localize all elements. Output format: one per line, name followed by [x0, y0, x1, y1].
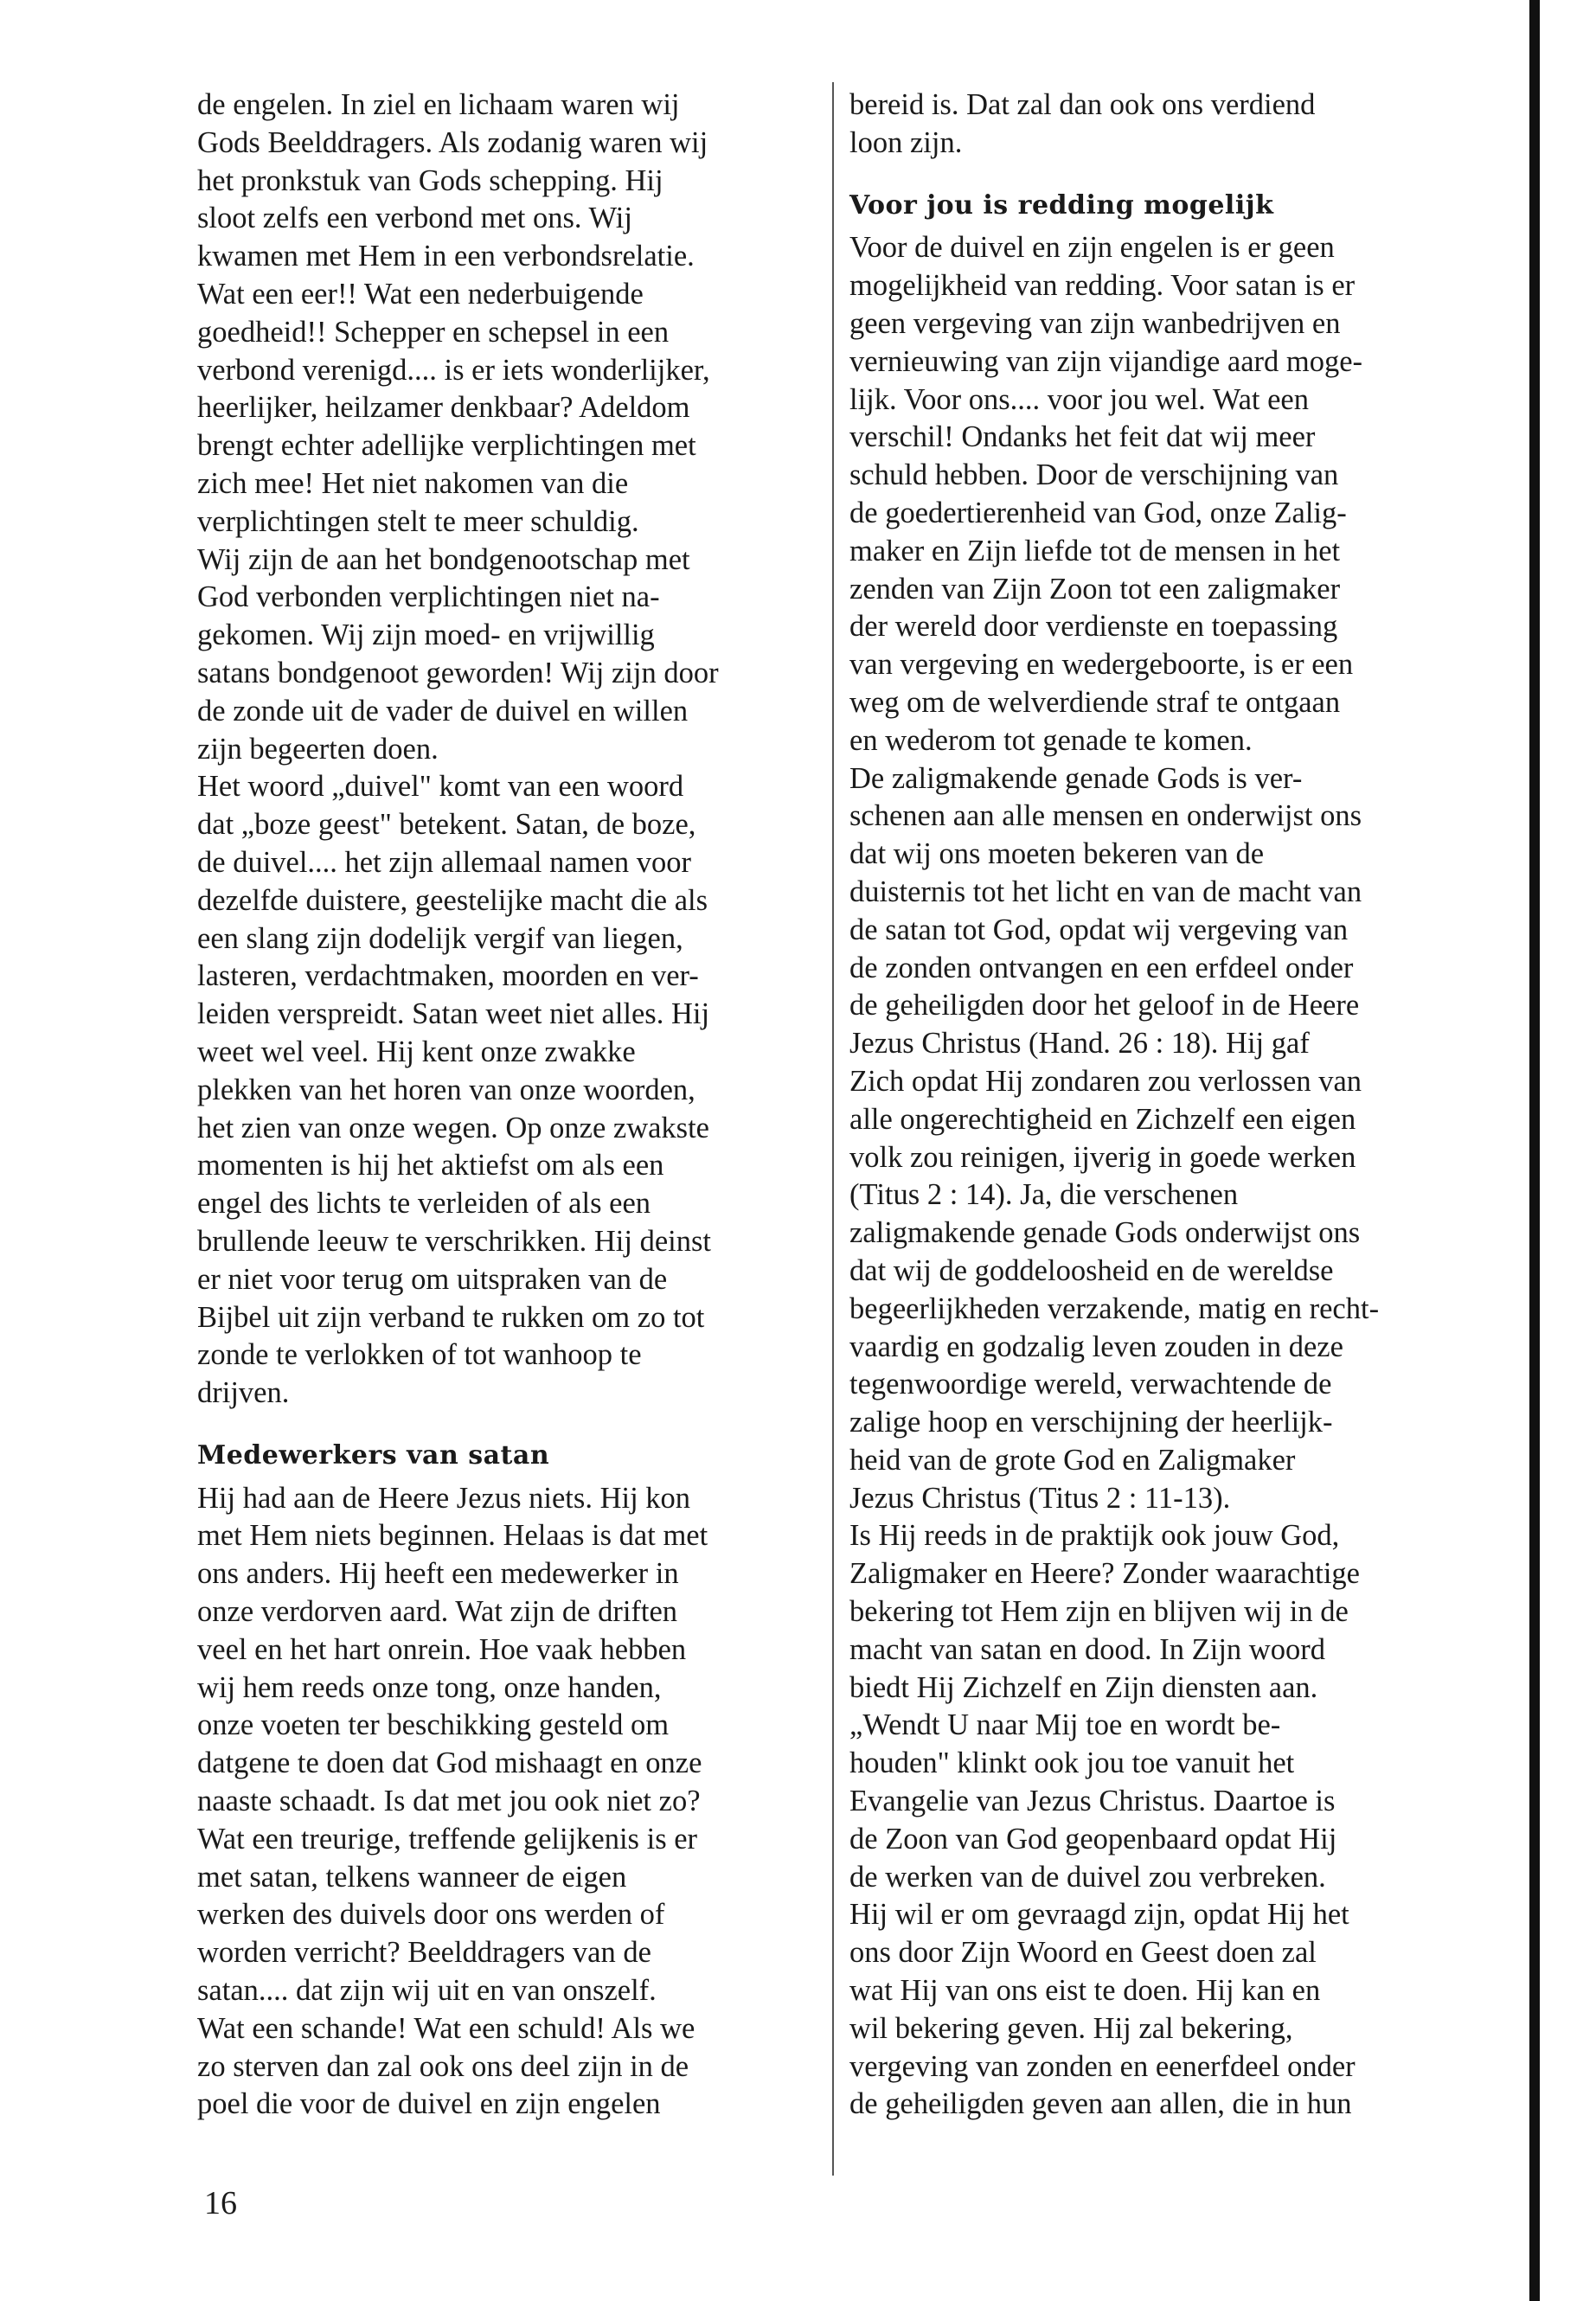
text-line: en wederom tot genade te komen.: [849, 723, 1253, 757]
text-line: de zonden ontvangen en een erfdeel onder: [849, 951, 1354, 984]
text-line: Wat een schande! Wat een schuld! Als we: [197, 2011, 695, 2045]
text-line: Is Hij reeds in de praktijk ook jouw God,: [849, 1519, 1340, 1553]
text-line: dezelfde duistere, geestelijke macht die als: [197, 883, 708, 917]
text-line: leiden verspreidt. Satan weet niet alles. Hij: [197, 997, 710, 1031]
text-line: Wat een eer!! Wat een nederbuigende: [197, 277, 644, 311]
text-line: Gods Beelddragers. Als zodanig waren wij: [197, 125, 708, 159]
text-line: de geheiligden door het geloof in de Heere: [849, 989, 1360, 1022]
text-line: veel en het hart onrein. Hoe vaak hebben: [197, 1632, 687, 1666]
text-line: poel die voor de duivel en zijn engelen: [197, 2087, 661, 2121]
text-line: Zaligmaker en Heere? Zonder waarachtige: [849, 1557, 1360, 1591]
text-line: volk zou reinigen, ijverig in goede werken: [849, 1140, 1356, 1174]
text-line: der wereld door verdienste en toepassing: [849, 610, 1338, 644]
text-line: wat Hij van ons eist te doen. Hij kan en: [849, 1974, 1321, 2008]
text-line: Wat een treurige, treffende gelijkenis is er: [197, 1822, 698, 1856]
text-line: naaste schaadt. Is dat met jou ook niet zo?: [197, 1785, 701, 1818]
text-line: Zich opdat Hij zondaren zou verlossen van: [849, 1064, 1362, 1098]
right-column: [849, 87, 1446, 2124]
text-line: dat wij de goddeloosheid en de wereldse: [849, 1253, 1334, 1287]
text-line: biedt Hij Zichzelf en Zijn diensten aan.: [849, 1670, 1318, 1704]
text-line: momenten is hij het aktiefst om als een: [197, 1149, 664, 1183]
text-line: schuld hebben. Door de verschijning van: [849, 458, 1339, 492]
text-line: onze verdorven aard. Wat zijn de driften: [197, 1595, 678, 1629]
text-line: Jezus Christus (Titus 2 : 11-13).: [849, 1481, 1231, 1515]
text-line: bekering tot Hem zijn en blijven wij in de: [849, 1595, 1349, 1629]
text-line: duisternis tot het licht en van de macht van: [849, 875, 1362, 908]
text-line: Bijbel uit zijn verband te rukken om zo tot: [197, 1300, 705, 1334]
text-line: tegenwoordige wereld, verwachtende de: [849, 1368, 1332, 1401]
text-line: vergeving van zonden en eenerfdeel onder: [849, 2049, 1356, 2083]
text-line: goedheid!! Schepper en schepsel in een: [197, 315, 670, 349]
text-line: het zien van onze wegen. Op onze zwakste: [197, 1111, 709, 1144]
text-line: de goedertierenheid van God, onze Zalig-: [849, 496, 1347, 529]
right-edge-bar: [1529, 0, 1540, 2301]
text-line: „Wendt U naar Mij toe en wordt be-: [849, 1708, 1281, 1742]
text-line: worden verricht? Beelddragers van de: [197, 1936, 651, 1970]
text-line: zonde te verlokken of tot wanhoop te: [197, 1338, 642, 1372]
text-line: wil bekering geven. Hij zal bekering,: [849, 2011, 1293, 2045]
text-line: heerlijker, heilzamer denkbaar? Adeldom: [197, 391, 690, 425]
left-column: [197, 87, 820, 2124]
text-line: dat wij ons moeten bekeren van de: [849, 837, 1265, 871]
page-number: 16: [204, 2185, 237, 2221]
text-line: heid van de grote God en Zaligmaker: [849, 1443, 1296, 1477]
text-line: de zonde uit de vader de duivel en willen: [197, 694, 689, 727]
text-line: de geheiligden geven aan allen, die in hun: [849, 2087, 1352, 2121]
text-line: mogelijkheid van redding. Voor satan is er: [849, 269, 1356, 303]
section-heading-redding: Voor jou is redding mogelijk: [849, 189, 1274, 221]
text-line: houden" klinkt ook jou toe vanuit het: [849, 1747, 1295, 1780]
text-line: met satan, telkens wanneer de eigen: [197, 1860, 627, 1894]
text-line: de werken van de duivel zou verbreken.: [849, 1860, 1326, 1894]
text-line: er niet voor terug om uitspraken van de: [197, 1262, 668, 1296]
text-line: Voor de duivel en zijn engelen is er geen: [849, 231, 1335, 265]
column-divider: [832, 82, 834, 2176]
text-line: zich mee! Het niet nakomen van die: [197, 466, 629, 500]
text-line: Wij zijn de aan het bondgenootschap met: [197, 542, 690, 576]
text-line: de duivel.... het zijn allemaal namen voor: [197, 845, 691, 879]
text-line: zenden van Zijn Zoon tot een zaligmaker: [849, 572, 1341, 606]
text-line: onze voeten ter beschikking gesteld om: [197, 1708, 670, 1742]
text-line: satans bondgenoot geworden! Wij zijn door: [197, 656, 719, 689]
text-line: verbond verenigd.... is er iets wonderlijker,: [197, 353, 710, 387]
text-line: wij hem reeds onze tong, onze handen,: [197, 1670, 662, 1704]
left-paragraph-block-1: [197, 87, 820, 1413]
text-line: zo sterven dan zal ook ons deel zijn in de: [197, 2049, 689, 2083]
text-line: met Hem niets beginnen. Helaas is dat met: [197, 1519, 708, 1553]
text-line: de Zoon van God geopenbaard opdat Hij: [849, 1822, 1337, 1856]
text-line: werken des duivels door ons werden of: [197, 1898, 665, 1932]
text-line: Jezus Christus (Hand. 26 : 18). Hij gaf: [849, 1027, 1310, 1061]
text-line: ons door Zijn Woord en Geest doen zal: [849, 1936, 1317, 1970]
text-line: Hij had aan de Heere Jezus niets. Hij kon: [197, 1481, 691, 1515]
text-line: lasteren, verdachtmaken, moorden en ver-: [197, 959, 699, 993]
left-paragraph-block-2: [197, 1480, 820, 2125]
text-line: de satan tot God, opdat wij vergeving van: [849, 913, 1349, 946]
text-line: zijn begeerten doen.: [197, 732, 439, 766]
text-line: de engelen. In ziel en lichaam waren wij: [197, 88, 680, 121]
text-line: drijven.: [197, 1376, 290, 1410]
text-line: van vergeving en wedergeboorte, is er een: [849, 648, 1354, 682]
text-line: Evangelie van Jezus Christus. Daartoe is: [849, 1785, 1336, 1818]
text-line: zalige hoop en verschijning der heerlijk-: [849, 1406, 1333, 1439]
text-line: satan.... dat zijn wij uit en van onszelf.: [197, 1974, 657, 2008]
text-line: Het woord „duivel" komt van een woord: [197, 770, 684, 804]
text-line: schenen aan alle mensen en onderwijst ons: [849, 799, 1362, 833]
text-line: Hij wil er om gevraagd zijn, opdat Hij het: [849, 1898, 1349, 1932]
text-line: dat „boze geest" betekent. Satan, de boze,: [197, 808, 696, 842]
text-line: bereid is. Dat zal dan ook ons verdiend: [849, 88, 1316, 121]
text-line: maker en Zijn liefde tot de mensen in het: [849, 534, 1341, 567]
text-line: plekken van het horen van onze woorden,: [197, 1073, 695, 1106]
text-line: een slang zijn dodelijk vergif van liegen,: [197, 921, 683, 955]
text-line: (Titus 2 : 14). Ja, die verschenen: [849, 1178, 1239, 1212]
text-line: begeerlijkheden verzakende, matig en recht-: [849, 1292, 1380, 1325]
text-line: zaligmakende genade Gods onderwijst ons: [849, 1216, 1361, 1250]
text-line: vaardig en godzalig leven zouden in deze: [849, 1330, 1343, 1363]
text-line: God verbonden verplichtingen niet na-: [197, 580, 660, 614]
text-line: lijk. Voor ons.... voor jou wel. Wat een: [849, 382, 1309, 416]
text-line: ons anders. Hij heeft een medewerker in: [197, 1557, 679, 1591]
text-line: vernieuwing van zijn vijandige aard moge-: [849, 344, 1363, 378]
text-line: brullende leeuw te verschrikken. Hij deinst: [197, 1224, 711, 1258]
text-line: verplichtingen stelt te meer schuldig.: [197, 504, 639, 538]
right-paragraph-block-2: [849, 229, 1446, 2124]
text-line: alle ongerechtigheid en Zichzelf een eigen: [849, 1102, 1356, 1136]
right-paragraph-block-1: [849, 87, 1446, 163]
section-heading-medewerkers: Medewerkers van satan: [197, 1439, 550, 1471]
text-line: kwamen met Hem in een verbondsrelatie.: [197, 240, 695, 273]
text-line: het pronkstuk van Gods schepping. Hij: [197, 163, 663, 197]
text-line: weet wel veel. Hij kent onze zwakke: [197, 1035, 636, 1068]
text-line: verschil! Ondanks het feit dat wij meer: [849, 420, 1316, 454]
text-line: geen vergeving van zijn wanbedrijven en: [849, 306, 1341, 340]
text-line: gekomen. Wij zijn moed- en vrijwillig: [197, 619, 655, 652]
text-line: weg om de welverdiende straf te ontgaan: [849, 685, 1341, 719]
text-line: engel des lichts te verleiden of als een: [197, 1187, 651, 1221]
text-line: De zaligmakende genade Gods is ver-: [849, 761, 1303, 795]
text-line: sloot zelfs een verbond met ons. Wij: [197, 202, 632, 235]
text-line: macht van satan en dood. In Zijn woord: [849, 1632, 1325, 1666]
text-line: brengt echter adellijke verplichtingen met: [197, 429, 696, 463]
text-line: loon zijn.: [849, 125, 963, 159]
text-line: datgene te doen dat God mishaagt en onze: [197, 1747, 702, 1780]
